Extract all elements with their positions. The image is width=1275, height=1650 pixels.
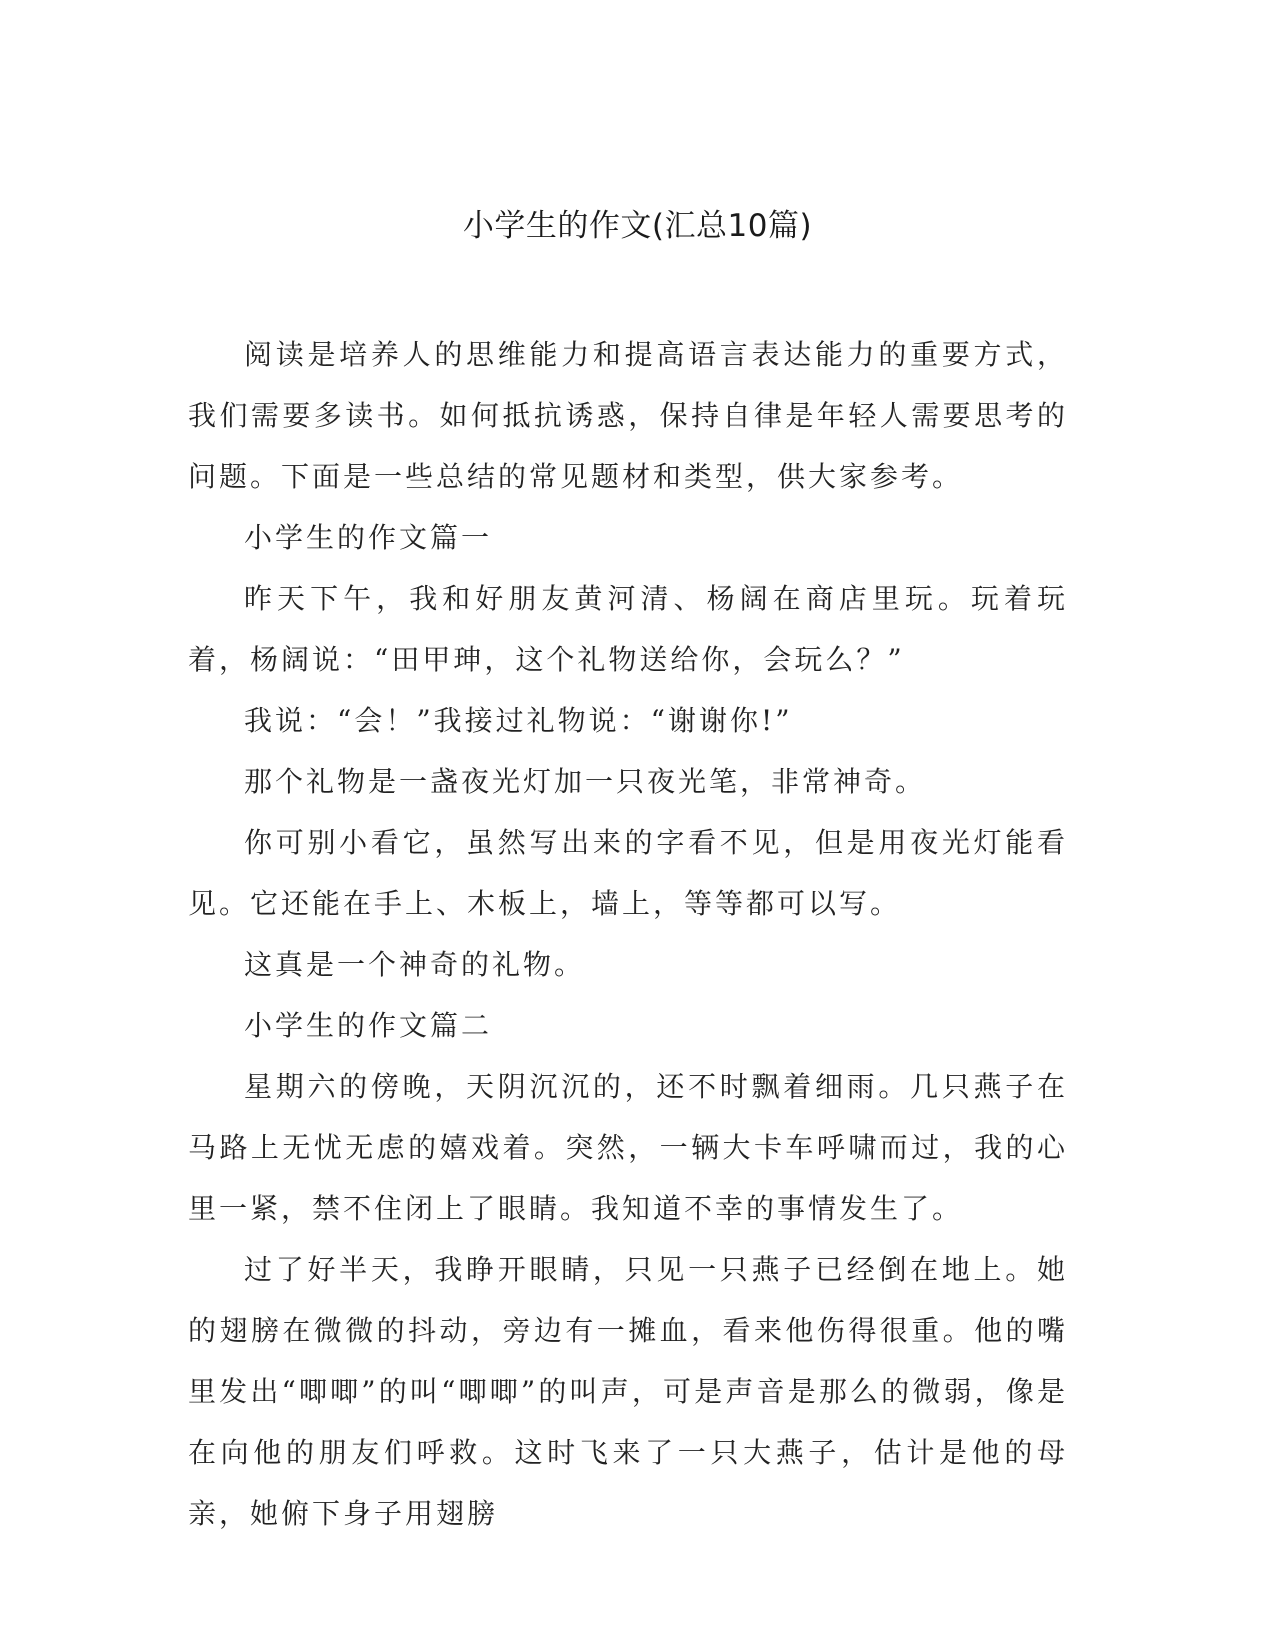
section-heading-2: 小学生的作文篇二 (244, 1009, 493, 1042)
document-title: 小学生的作文(汇总10篇) (462, 208, 813, 244)
paragraph: 我说：“会！”我接过礼物说：“谢谢你!” (244, 704, 793, 737)
paragraph: 那个礼物是一盏夜光灯加一只夜光笔，非常神奇。 (244, 765, 927, 798)
document-body (188, 324, 1068, 1544)
paragraph: 过了好半天，我睁开眼睛，只见一只燕子已经倒在地上。她的翅膀在微微的抖动，旁边有一摊血，看来他伤得很重。他的嘴里发出“唧唧”的叫“唧唧”的叫声，可是声音是那么的微弱，像是在向他的朋友们呼救。这时飞来了一只大燕子，估计是他的母亲，她俯下身子用翅膀 (188, 1253, 1068, 1530)
paragraph: 这真是一个神奇的礼物。 (244, 948, 586, 981)
intro-paragraph: 阅读是培养人的思维能力和提高语言表达能力的重要方式，我们需要多读书。如何抵抗诱惑，保持自律是年轻人需要思考的问题。下面是一些总结的常见题材和类型，供大家参考。 (188, 338, 1068, 493)
paragraph: 星期六的傍晚，天阴沉沉的，还不时飘着细雨。几只燕子在马路上无忧无虑的嬉戏着。突然，一辆大卡车呼啸而过，我的心里一紧，禁不住闭上了眼睛。我知道不幸的事情发生了。 (188, 1070, 1068, 1225)
paragraph: 你可别小看它，虽然写出来的字看不见，但是用夜光灯能看见。它还能在手上、木板上，墙上，等等都可以写。 (188, 826, 1068, 920)
paragraph: 昨天下午，我和好朋友黄河清、杨阔在商店里玩。玩着玩着，杨阔说：“田甲珅，这个礼物送给你，会玩么？” (188, 582, 1068, 676)
section-heading-1: 小学生的作文篇一 (244, 521, 493, 554)
